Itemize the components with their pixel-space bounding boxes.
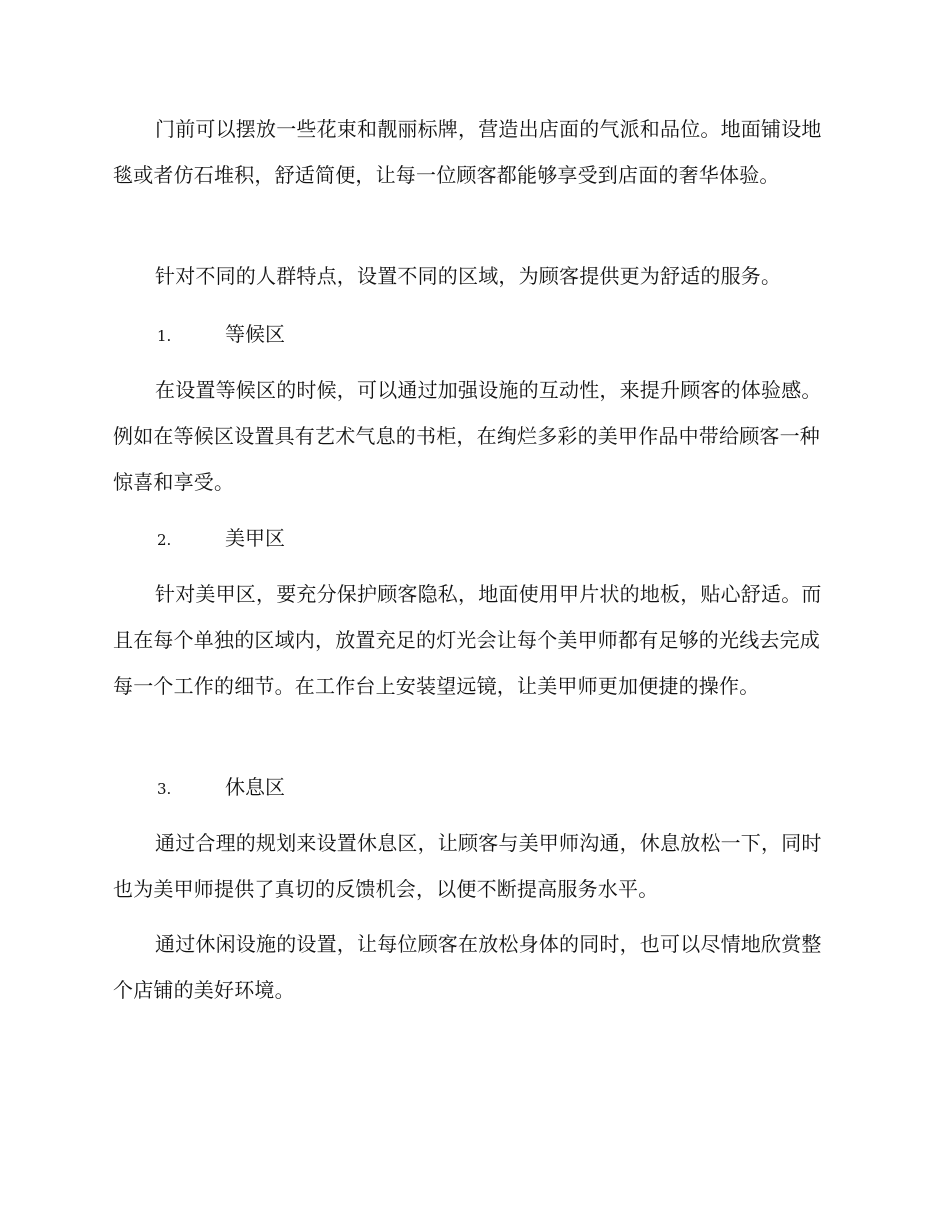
section-title: 美甲区: [225, 526, 285, 550]
section-heading-waiting-area: [157, 319, 285, 351]
section-number: 3.: [157, 780, 172, 798]
paragraph-leisure-facilities: 通过休闲设施的设置，让每位顾客在放松身体的同时，也可以尽情地欣赏整个店铺的美好环境。: [113, 932, 822, 1002]
paragraph-manicure-area: 针对美甲区，要充分保护顾客隐私，地面使用甲片状的地板，贴心舒适。而且在每个单独的区域内，放置充足的灯光会让每个美甲师都有足够的光线去完成每一个工作的细节。在工作台上安装望远镜，让美甲师更加便捷的操作。: [113, 582, 822, 698]
paragraph-rest-area: 通过合理的规划来设置休息区，让顾客与美甲师沟通，休息放松一下，同时也为美甲师提供了真切的反馈机会，以便不断提高服务水平。: [113, 831, 822, 901]
section-number: 2.: [157, 531, 172, 549]
section-title: 等候区: [225, 322, 285, 346]
section-title: 休息区: [225, 775, 285, 799]
section-number: 1.: [157, 327, 172, 345]
section-heading-manicure-area: [157, 523, 285, 555]
paragraph-entrance-decor: 门前可以摆放一些花束和靓丽标牌，营造出店面的气派和品位。地面铺设地毯或者仿石堆积，舒适简便，让每一位顾客都能够享受到店面的奢华体验。: [113, 117, 822, 187]
section-heading-rest-area: [157, 772, 285, 804]
paragraph-zones-intro: 针对不同的人群特点，设置不同的区域，为顾客提供更为舒适的服务。: [155, 264, 782, 288]
paragraph-waiting-area: 在设置等候区的时候，可以通过加强设施的互动性，来提升顾客的体验感。例如在等候区设置具有艺术气息的书柜，在绚烂多彩的美甲作品中带给顾客一种惊喜和享受。: [113, 378, 822, 494]
